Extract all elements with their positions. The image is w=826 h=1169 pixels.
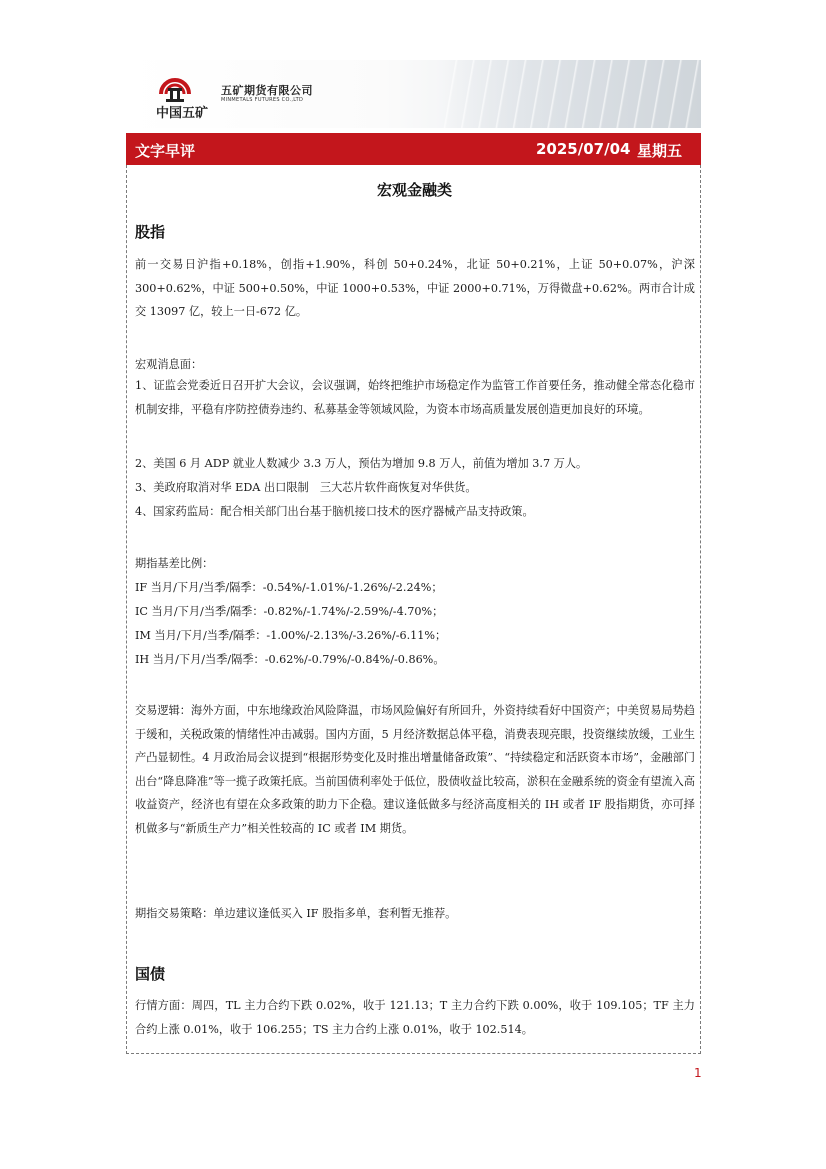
content-box — [126, 165, 701, 1054]
basis-line-im: IM 当月/下月/当季/隔季：-1.00%/-2.13%/-3.26%/-6.11%； — [135, 629, 447, 642]
header-banner — [126, 60, 701, 128]
basis-line-ic: IC 当月/下月/当季/隔季：-0.82%/-1.74%/-2.59%/-4.70%； — [135, 605, 444, 618]
macro-news-label: 宏观消息面： — [135, 358, 203, 371]
company-logo-icon — [155, 68, 195, 104]
report-title: 文字早评 — [135, 142, 196, 160]
section-title: 宏观金融类 — [376, 181, 452, 199]
trading-strategy-paragraph: 期指交易策略：单边建议逢低买入 IF 股指多单，套利暂无推荐。 — [135, 907, 457, 920]
basis-label: 期指基差比例： — [135, 557, 214, 570]
report-weekday: 星期五 — [637, 142, 683, 160]
macro-news-item: 1、证监会党委近日召开扩大会议，会议强调，始终把维护市场稳定作为监管工作首要任务，推动健全常态化稳市机制安排，平稳有序防控债券违约、私募基金等领域风险，为资本市场高质量发展创造更加良好的环境。 — [135, 379, 695, 416]
heading-stock-index: 股指 — [135, 223, 166, 241]
report-date: 2025/07/04 — [536, 140, 631, 158]
trading-logic-paragraph: 交易逻辑：海外方面，中东地缘政治风险降温，市场风险偏好有所回升，外资持续看好中国资产；中美贸易局势趋于缓和，关税政策的情绪性冲击减弱。国内方面，5 月经济数据总体平稳，消费表现亮眼，投资继续放缓，工业生产凸显韧性。4 月政治局会议提到“根据形势变化及时推出增量储备政策”、“持续稳定和活跃资本市场”，金融部门出台“降息降准”等一揽子政策托底。当前国债利率处于低位，股债收益比较高，淤积在金融系统的资金有望流入高收益资产，经济也有望在众多政策的助力下企稳。建议逢低做多与经济高度相关的 IH 或者 IF 股指期货，亦可择机做多与“新质生产力”相关性较高的 IC 或者 IM 期货。 — [135, 704, 695, 835]
banner-decoration — [441, 60, 701, 128]
basis-line-if: IF 当月/下月/当季/隔季：-0.54%/-1.01%/-1.26%/-2.24%； — [135, 581, 443, 594]
heading-treasury: 国债 — [135, 965, 166, 983]
title-bar — [126, 133, 701, 165]
market-summary-paragraph: 前一交易日沪指+0.18%，创指+1.90%，科创 50+0.24%，北证 50+0.21%，上证 50+0.07%，沪深 300+0.62%，中证 500+0.50%，中证 1000+0.53%，中证 2000+0.71%，万得微盘+0.62%。两市合计成交 13097 亿，较上一日-672 亿。 — [135, 258, 695, 319]
macro-news-item: 4、国家药监局：配合相关部门出台基于脑机接口技术的医疗器械产品支持政策。 — [135, 505, 534, 518]
page-number: 1 — [694, 1066, 702, 1080]
treasury-market-paragraph: 行情方面：周四，TL 主力合约下跌 0.02%，收于 121.13；T 主力合约下跌 0.00%，收于 109.105；TF 主力合约上涨 0.01%，收于 106.255；TS 主力合约上涨 0.01%，收于 102.514。 — [135, 999, 695, 1036]
company-name-cn: 五矿期货有限公司 — [221, 84, 313, 97]
macro-news-item: 3、美政府取消对华 EDA 出口限制 三大芯片软件商恢复对华供货。 — [135, 481, 477, 494]
basis-line-ih: IH 当月/下月/当季/隔季：-0.62%/-0.79%/-0.84%/-0.86%。 — [135, 653, 445, 666]
macro-news-item: 2、美国 6 月 ADP 就业人数减少 3.3 万人，预估为增加 9.8 万人，前值为增加 3.7 万人。 — [135, 457, 588, 470]
company-name-en: MINMETALS FUTURES CO.,LTD — [221, 97, 304, 103]
logo-text: 中国五矿 — [156, 106, 209, 121]
